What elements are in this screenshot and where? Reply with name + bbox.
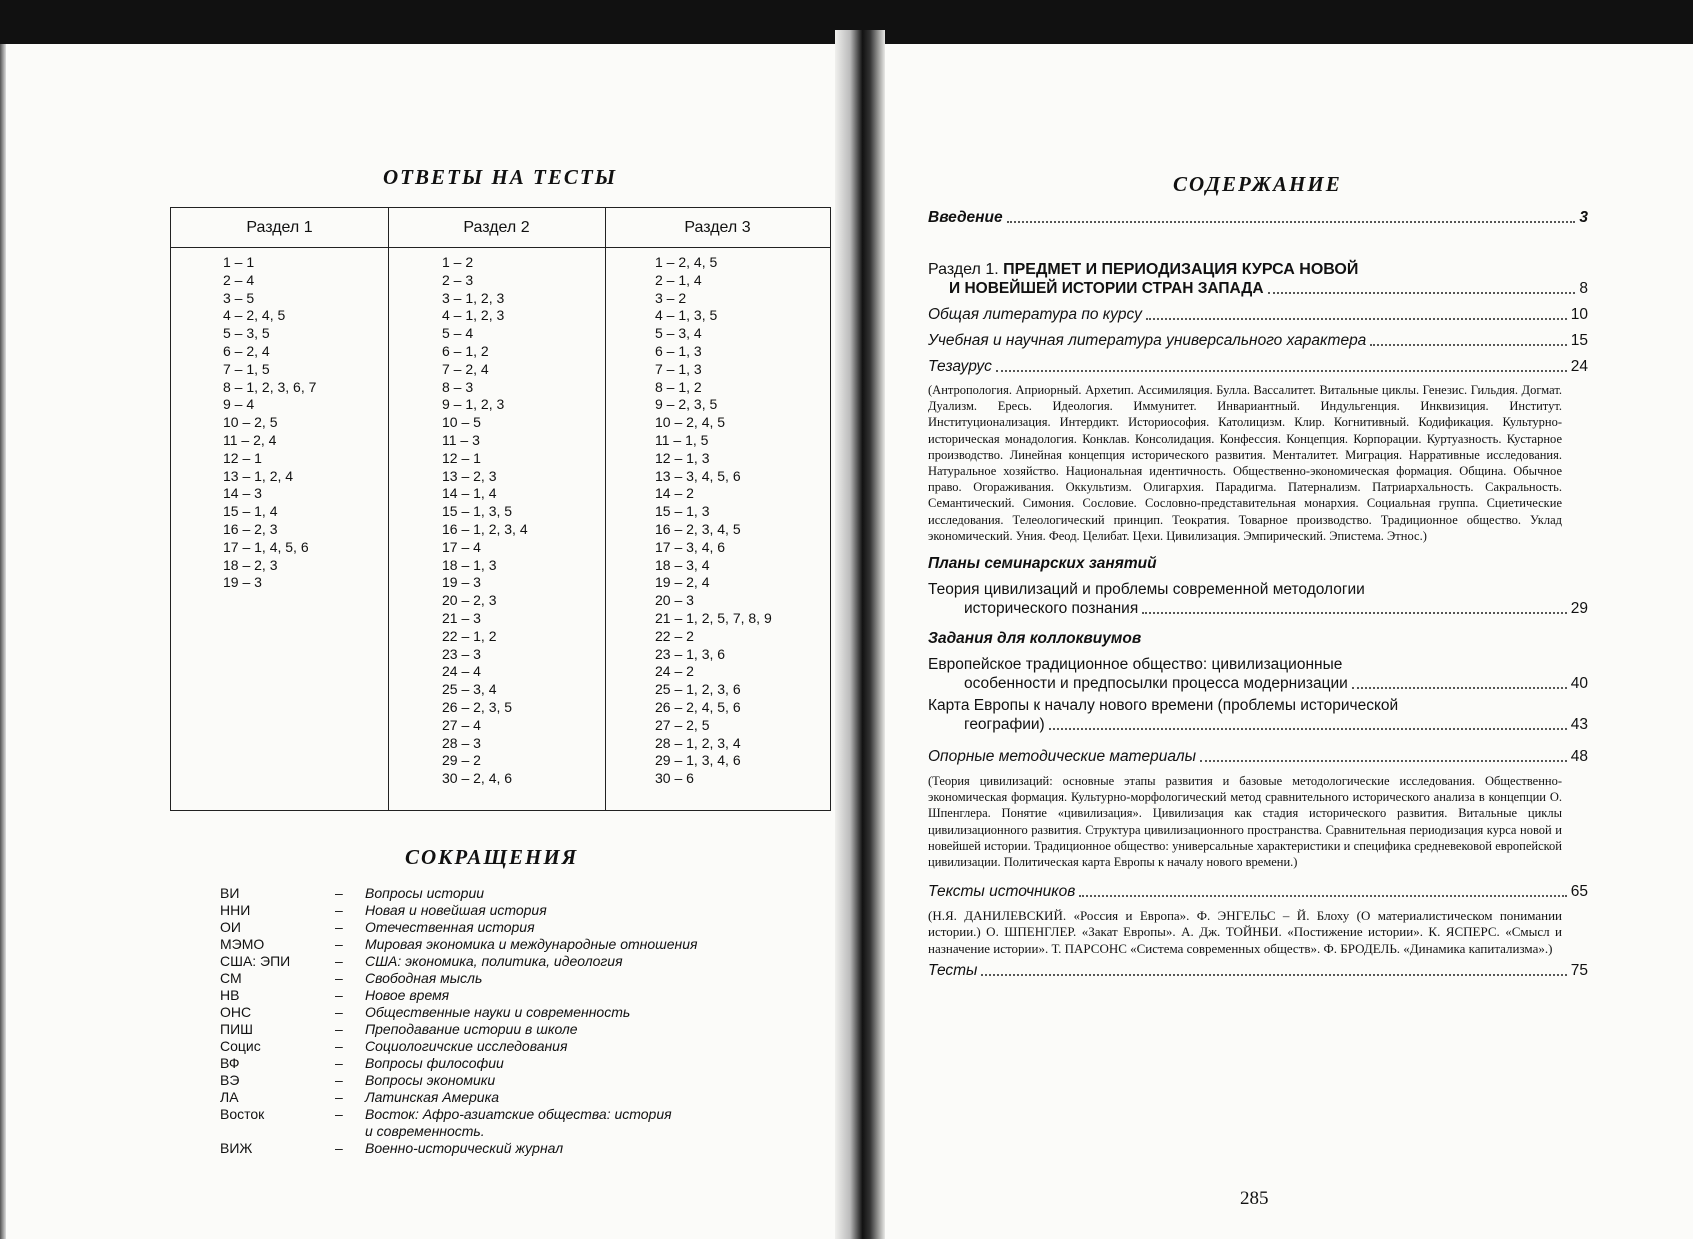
toc-thesaurus-page: 24 [1570,358,1588,375]
toc-seminar-title: исторического познания [964,600,1139,618]
answer-item: 10 – 5 [442,414,481,431]
answer-item: 18 – 3, 4 [655,556,710,573]
abbreviation-code: МЭМО [220,936,265,952]
toc-colloquia-heading: Задания для коллоквиумов [928,630,1142,648]
answer-item: 19 – 2, 4 [655,574,710,591]
abbreviation-code: ЛА [220,1089,239,1105]
abbreviation-dash: – [335,987,343,1003]
abbreviation-code: ОИ [220,919,241,935]
toc-lit-study-page: 15 [1570,332,1588,349]
answer-item: 2 – 3 [442,271,474,288]
sources-text: (Н.Я. ДАНИЛЕВСКИЙ. «Россия и Европа». Ф. ЭНГЕЛЬС – Й. Блоху (О материалистическом понимании истории.) О. ШПЕНГЛЕР. «Закат Европы». А. Дж. ТОЙНБИ. «Постижение истории». К. ЯСПЕРС. «Смысл и назначение истории». Т. ПАРСОНС «Система современных обществ». Ф. БРОДЕЛЬ. «Динамика капитализма».) [928,908,1562,956]
abbreviation-description: Новая и новейшая история [365,902,547,918]
answer-item: 6 – 1, 3 [655,342,702,359]
answer-item: 13 – 1, 2, 4 [223,467,294,484]
abbreviation-code: ВИ [220,885,240,901]
abbreviation-code: СМ [220,970,242,986]
answer-item: 1 – 1 [223,254,255,270]
toc-seminar-line2 [928,599,1588,619]
answer-item: 3 – 1, 2, 3 [442,289,505,306]
answer-item: 27 – 4 [442,716,481,733]
answer-item: 4 – 1, 3, 5 [655,307,718,324]
answers-column-2 [442,254,528,788]
toc-colloquium-a-page: 40 [1570,675,1588,693]
answer-item: 7 – 1, 5 [223,360,270,377]
abbreviation-row [220,885,780,902]
answer-item: 7 – 2, 4 [442,360,489,377]
toc-tests [928,961,1588,981]
answer-item: 5 – 3, 5 [223,325,270,342]
answer-item: 18 – 1, 3 [442,556,497,573]
abbreviation-description: Вопросы истории [365,885,485,901]
answer-item: 20 – 3 [655,592,694,609]
abbreviation-description: Восток: Афро-азиатские общества: история [365,1106,672,1122]
answer-item: 30 – 6 [655,770,694,787]
answer-item: 4 – 1, 2, 3 [442,307,505,324]
toc-lit-general-title: Общая литература по курсу [928,306,1142,323]
answer-item: 17 – 1, 4, 5, 6 [223,538,309,555]
toc-colloquium-a-title: особенности и предпосылки процесса модернизации [964,675,1348,693]
abbreviation-row [220,902,780,919]
answer-item: 22 – 1, 2 [442,627,497,644]
abbreviation-dash: – [335,885,343,901]
answer-item: 18 – 2, 3 [223,556,278,573]
answer-item: 12 – 1, 3 [655,449,710,466]
abbreviation-row [220,1004,780,1021]
answer-item: 13 – 2, 3 [442,467,497,484]
toc-colloquium-b-title: географии) [964,716,1045,734]
abbreviation-dash: – [335,902,343,918]
abbreviation-row [220,1140,780,1157]
toc-intro [928,208,1588,228]
toc-tests-page: 75 [1570,961,1588,979]
answer-item: 11 – 1, 5 [655,431,709,448]
toc-colloquium-a-line2 [928,674,1588,694]
abbreviation-description: Новое время [365,987,450,1003]
abbreviation-code: ВЭ [220,1072,240,1088]
toc-intro-title: Введение [928,209,1003,226]
answer-item: 3 – 5 [223,289,255,306]
answer-item: 24 – 4 [442,663,481,680]
abbreviation-dash: – [335,970,343,986]
abbreviation-dash: – [335,936,343,952]
answer-item: 6 – 1, 2 [442,342,489,359]
section-title-line2: И НОВЕЙШЕЙ ИСТОРИИ СТРАН ЗАПАДА [949,280,1264,297]
answers-header-3: Раздел 3 [605,208,830,248]
abbreviations-list [220,885,780,1157]
abbreviation-description: Латинская Америка [365,1089,499,1105]
abbreviation-row [220,953,780,970]
toc-colloquium-b-line1: Карта Европы к началу нового времени (проблемы исторической [928,697,1399,715]
answer-item: 1 – 2, 4, 5 [655,254,718,270]
answer-item: 10 – 2, 4, 5 [655,414,726,431]
answer-item: 15 – 1, 3, 5 [442,503,513,520]
abbreviation-row [220,1106,780,1123]
toc-intro-page: 3 [1579,209,1588,226]
answer-item: 2 – 4 [223,271,255,288]
abbreviation-dash: – [335,919,343,935]
abbreviation-description: Преподавание истории в школе [365,1021,578,1037]
abbreviation-row [220,1021,780,1038]
answers-header-1: Раздел 1 [171,208,388,248]
answer-item: 16 – 2, 3 [223,520,278,537]
toc-lit-study [928,331,1588,351]
abbreviation-row [220,1089,780,1106]
abbreviation-dash: – [335,953,343,969]
answer-item: 17 – 4 [442,538,481,555]
toc-colloquium-b-page: 43 [1570,716,1588,734]
answer-item: 15 – 1, 4 [223,503,278,520]
column-divider [605,208,606,810]
abbreviation-code: ОНС [220,1004,252,1020]
answer-item: 12 – 1 [442,449,481,466]
toc-tests-title: Тесты [928,961,978,979]
abbreviation-description: Отечественная история [365,919,535,935]
abbreviation-description: Мировая экономика и международные отношения [365,936,698,952]
abbreviation-dash: – [335,1021,343,1037]
answers-column-1 [223,254,316,592]
left-page [0,0,835,1239]
toc-method-title: Опорные методические материалы [928,748,1197,766]
abbreviation-code: ННИ [220,902,251,918]
abbreviation-dash: – [335,1072,343,1088]
answer-item: 24 – 2 [655,663,694,680]
answer-item: 17 – 3, 4, 6 [655,538,726,555]
method-text: (Теория цивилизаций: основные этапы развития и базовые методологические исследования. Общественно-экономическая формация. Культурно-морфологический метод сравнительного исторического анализа в концепции О. Шпенглера. Понятие «цивилизация». Цивилизация как стадия исторического развития. Витальные циклы цивилизационного развития. Структура цивилизационного пространства. Сравнительная периодизация курса новой и новейшей истории. Традиционное общество: универсальные характеристики и специфика средневековой европейской цивилизации. Политическая карта Европы к началу нового времени.) [928,774,1562,870]
answer-item: 10 – 2, 5 [223,414,278,431]
abbreviation-code [220,1123,335,1140]
abbreviation-description: США: экономика, политика, идеология [365,953,623,969]
answer-item: 19 – 3 [442,574,481,591]
section-page: 8 [1579,280,1588,297]
answer-item: 28 – 1, 2, 3, 4 [655,734,741,751]
toc-section-1 [928,260,1588,279]
abbreviation-dash: – [335,1140,343,1156]
answer-item: 20 – 2, 3 [442,592,497,609]
abbreviation-description: и современность. [365,1123,485,1139]
column-divider [388,208,389,810]
answer-item: 29 – 1, 3, 4, 6 [655,752,741,769]
thesaurus-terms: (Антропология. Априорный. Архетип. Ассимиляция. Булла. Вассалитет. Витальные циклы. Генезис. Гильдия. Догмат. Дуализм. Ересь. Идеология. Иммунитет. Инвариантный. Индульгенция. Инквизиция. Институт. Институционализация. Интердикт. Историософия. Католицизм. Клир. Когнитивный. Кодификация. Культурно-историческая монадология. Конклав. Консолидация. Конфессия. Концепция. Корпорации. Куртуазность. Кустарное производство. Линейная концепция исторического развития. Менталитет. Миграция. Нарративные исследования. Натуральное хозяйство. Национальная идентичность. Общественно-экономическая формация. Община. Обычное право. Огораживания. Оккультизм. Олигархия. Парадигма. Патернализм. Патриархальность. Сакральность. Семантический. Симония. Сословие. Сословно-представительная монархия. Социальная группа. Сциетические исследования. Телеологический принцип. Теократия. Товарное производство. Традиционное общество. Уклад экономический. Уния. Феод. Целибат. Цехи. Цивилизация. Эмпирический. Эпистема. Этнос.) [928,383,1562,543]
abbreviation-row [220,1072,780,1089]
answer-item: 7 – 1, 3 [655,360,702,377]
answer-item: 26 – 2, 4, 5, 6 [655,698,741,715]
answer-item: 1 – 2 [442,254,474,270]
answer-item: 4 – 2, 4, 5 [223,307,286,324]
abbreviation-row [220,919,780,936]
answer-item: 15 – 1, 3 [655,503,710,520]
answer-item: 16 – 1, 2, 3, 4 [442,520,528,537]
abbreviation-description: Военно-исторический журнал [365,1140,564,1156]
answer-item: 9 – 4 [223,396,255,413]
toc-sources [928,882,1588,902]
answers-column-3 [655,254,772,788]
abbreviation-dash [335,1123,365,1140]
toc-sources-title: Тексты источников [928,883,1076,901]
answer-item: 3 – 2 [655,289,687,306]
answer-item: 2 – 1, 4 [655,271,702,288]
answer-item: 21 – 3 [442,609,481,626]
answer-item: 22 – 2 [655,627,694,644]
answer-item: 23 – 1, 3, 6 [655,645,726,662]
answer-item: 29 – 2 [442,752,481,769]
abbreviation-row [220,987,780,1004]
answer-item: 14 – 1, 4 [442,485,497,502]
table-of-contents [928,208,1588,981]
toc-colloquium-b-line2 [928,715,1588,735]
abbreviation-dash: – [335,1089,343,1105]
abbreviation-row [220,1038,780,1055]
answer-item: 23 – 3 [442,645,481,662]
abbreviation-description: Свободная мысль [365,970,483,986]
toc-section-1-line2 [928,279,1588,299]
answer-item: 8 – 3 [442,378,474,395]
abbreviation-code: Социс [220,1038,261,1054]
abbreviation-dash: – [335,1038,343,1054]
book-gutter [835,30,885,1239]
abbreviation-code: США: ЭПИ [220,953,291,969]
toc-method-page: 48 [1570,748,1588,766]
answer-item: 8 – 1, 2 [655,378,702,395]
toc-thesaurus-title: Тезаурус [928,358,992,375]
abbreviation-row [220,1055,780,1072]
answer-item: 9 – 1, 2, 3 [442,396,505,413]
answer-item: 27 – 2, 5 [655,716,710,733]
toc-colloquium-a-line1: Европейское традиционное общество: цивилизационные [928,656,1343,674]
answers-title: ОТВЕТЫ НА ТЕСТЫ [383,165,618,189]
abbreviation-dash: – [335,1055,343,1071]
answer-item: 25 – 3, 4 [442,681,497,698]
toc-sources-page: 65 [1570,883,1588,901]
answer-item: 6 – 2, 4 [223,342,270,359]
abbreviation-code: ВИЖ [220,1140,253,1156]
toc-seminars-heading: Планы семинарских занятий [928,555,1157,573]
toc-method [928,747,1588,767]
answer-item: 21 – 1, 2, 5, 7, 8, 9 [655,609,772,626]
abbreviation-dash: – [335,1004,343,1020]
answer-item: 11 – 2, 4 [223,431,277,448]
abbreviations-title: СОКРАЩЕНИЯ [405,845,579,869]
answer-item: 30 – 2, 4, 6 [442,770,513,787]
answer-item: 26 – 2, 3, 5 [442,698,513,715]
abbreviation-code: НВ [220,987,240,1003]
answer-item: 14 – 2 [655,485,694,502]
contents-title: СОДЕРЖАНИЕ [1173,172,1342,196]
section-title-line1: ПРЕДМЕТ И ПЕРИОДИЗАЦИЯ КУРСА НОВОЙ [1003,261,1359,278]
toc-lit-general-page: 10 [1570,306,1588,323]
abbreviation-row [220,936,780,953]
answer-item: 5 – 4 [442,325,474,342]
section-prefix: Раздел 1. [928,261,999,278]
abbreviation-description: Общественные науки и современность [365,1004,631,1020]
answer-item: 14 – 3 [223,485,262,502]
abbreviation-row [220,1123,780,1140]
abbreviation-description: Вопросы экономики [365,1072,496,1088]
answer-item: 25 – 1, 2, 3, 6 [655,681,741,698]
answer-item: 19 – 3 [223,574,262,591]
answer-item: 11 – 3 [442,431,480,448]
abbreviation-code: Восток [220,1106,265,1122]
abbreviation-description: Социологичские исследования [365,1038,568,1054]
toc-lit-study-title: Учебная и научная литература универсального характера [928,332,1367,349]
abbreviation-dash: – [335,1106,343,1122]
toc-thesaurus [928,357,1588,377]
answers-header-2: Раздел 2 [388,208,605,248]
abbreviation-description: Вопросы философии [365,1055,504,1071]
abbreviation-code: ПИШ [220,1021,253,1037]
answer-item: 16 – 2, 3, 4, 5 [655,520,741,537]
toc-lit-general [928,305,1588,325]
answer-item: 5 – 3, 4 [655,325,702,342]
answer-item: 8 – 1, 2, 3, 6, 7 [223,378,317,395]
toc-seminar-page: 29 [1570,600,1588,618]
abbreviation-row [220,970,780,987]
answer-item: 12 – 1 [223,449,262,466]
toc-seminar-line1: Теория цивилизаций и проблемы современной методологии [928,581,1365,599]
answer-item: 13 – 3, 4, 5, 6 [655,467,741,484]
answer-item: 9 – 2, 3, 5 [655,396,718,413]
abbreviation-code: ВФ [220,1055,240,1071]
answer-item: 28 – 3 [442,734,481,751]
page-number: 285 [1240,1188,1269,1209]
answers-table [170,207,831,811]
